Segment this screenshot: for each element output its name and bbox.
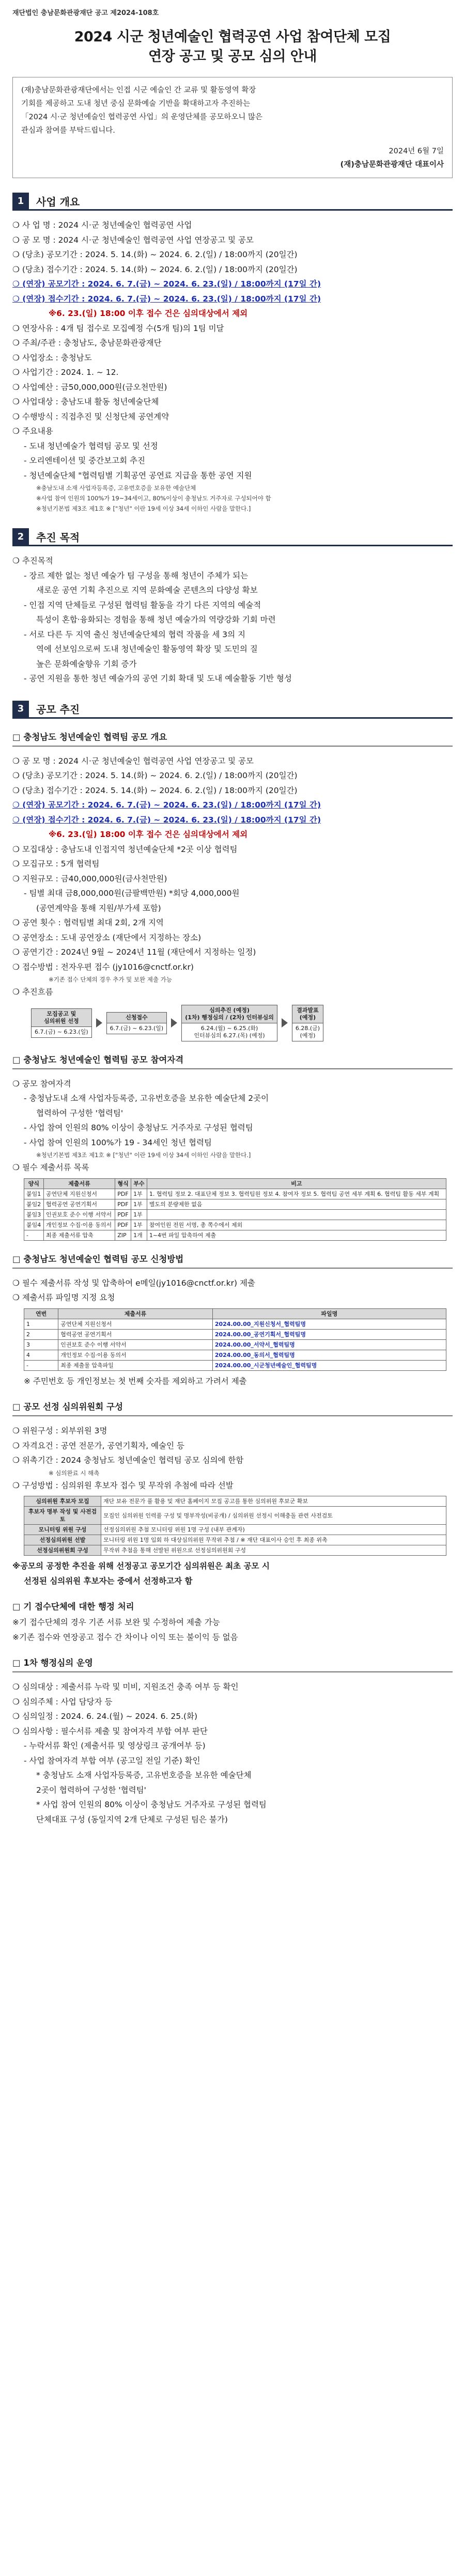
list-item: - 공연 지원을 통한 청년 예술가의 공연 기회 확대 및 도내 예술활동 기반 형성 xyxy=(24,674,292,683)
committee-note-2: 선정된 심의위원 후보자는 중에서 선정하고자 함 xyxy=(24,1576,193,1586)
table-cell: 2024.00.00_서약서_협력팀명 xyxy=(212,1339,446,1350)
intro-text-2: 기회를 제공하고 도내 청년 중심 문화예술 기반을 확대하고자 추진하는 xyxy=(21,100,251,108)
table-cell: 1부 xyxy=(131,1209,147,1220)
table-row xyxy=(24,1209,446,1220)
subsection-title: □ 기 접수단체에 대한 행정 처리 xyxy=(12,1602,134,1611)
committee-note-1: ※공모의 공정한 추진을 위해 선정공고 공모기간 심의위원은 최초 공모 시 xyxy=(12,1561,270,1571)
table-cell: 1부 xyxy=(131,1199,147,1209)
flow-step-date xyxy=(32,1027,91,1037)
list-item: ❍ (당초) 공모기간 : 2024. 5. 14.(화) ~ 2024. 6. 2.(일) / 18:00까지 (20일간) xyxy=(12,250,298,259)
table-cell: 공연단체 지원신청서 xyxy=(43,1189,115,1199)
list-item: ❍ 사업장소 : 충청남도 xyxy=(12,353,92,362)
list-item: - 사업 참여자격 부합 여부 (공고일 전일 기준) 확인 xyxy=(24,1756,200,1765)
table-cell: 2 xyxy=(24,1329,58,1339)
list-item: ※충남도내 소재 사업자등록증, 고유번호증을 보유한 예술단체 xyxy=(36,484,196,492)
list-item: ❍ 지원규모 : 금40,000,000원(금사천만원) xyxy=(12,874,167,883)
section-number: 3 xyxy=(12,701,29,717)
arrow-right-icon xyxy=(282,1018,288,1028)
list-item: - 사업 참여 인원의 80% 이상이 충청남도 거주자로 구성된 협력팀 xyxy=(24,1123,253,1132)
subsection-title: □ 충청남도 청년예술인 협력팀 공모 참여자격 xyxy=(12,1053,453,1069)
arrow-right-icon xyxy=(171,1018,177,1028)
required-docs-table xyxy=(24,1178,446,1241)
table-row xyxy=(24,1319,446,1329)
announcement-number: 재단법인 충남문화관광재단 공고 제2024-108호 xyxy=(12,9,159,17)
list-item: ❍ 사업기간 : 2024. 1. ~ 12. xyxy=(12,368,119,377)
table-row xyxy=(24,1496,446,1507)
table-cell: 개인정보 수집·이용 동의서 xyxy=(43,1220,115,1230)
list-item: ❍ 구성방법 : 심의위원 후보자 접수 및 무작위 추첨에 따라 선발 xyxy=(12,1480,234,1490)
subsection-title: □ 공모 선정 심의위원회 구성 xyxy=(12,1400,453,1416)
list-item: ❍ 주요내용 xyxy=(12,426,53,436)
subsection-2-list xyxy=(12,1077,453,1175)
subsection-1-list xyxy=(12,754,453,1000)
list-item: ❍ 공연장소 : 도내 공연장소 (재단에서 지정하는 장소) xyxy=(12,933,202,942)
list-item: ❍ 모집대상 : 충남도내 인접지역 청년예술단체 *2곳 이상 협력팀 xyxy=(12,844,238,854)
list-item: ❍ 사 업 명 : 2024 시·군 청년예술인 협력공연 사업 xyxy=(12,220,192,230)
list-item: ※사업 참여 인원의 100%가 19~34세이고, 80%이상이 충청남도 거주자로 구성되어야 함 xyxy=(36,495,271,502)
section-label: 추진 목적 xyxy=(36,531,80,544)
intro-text-1: (재)충남문화관광재단에서는 인접 시군 예술인 간 교류 및 활동영역 확장 xyxy=(21,86,256,94)
table-cell: 2024.00.00_동의서_협력팀명 xyxy=(212,1350,446,1360)
list-item: ❍ 공 모 명 : 2024 시·군 청년예술인 협력공연 사업 연장공고 및 공모 xyxy=(12,235,254,245)
table-cell: 3 xyxy=(24,1339,58,1350)
table-row xyxy=(24,1507,446,1525)
list-item: - 오리엔테이션 및 중간보고회 추진 xyxy=(24,456,145,465)
list-item: 특성이 혼합·융화되는 경험을 통해 청년 예술가의 역량강화 기회 마련 xyxy=(36,615,276,624)
flow-step-subtitle: 심의위원 선정 xyxy=(44,1017,79,1024)
table-cell: 모니터링 위원 1명 입회 하 대상심의위원 무작위 추첨 / ※ 재단 대표이사 승인 후 최종 위촉 xyxy=(101,1535,446,1545)
table-row xyxy=(24,1220,446,1230)
table-cell: PDF xyxy=(115,1209,131,1220)
list-item: ※6. 23.(일) 18:00 이후 접수 건은 심의대상에서 제외 xyxy=(49,309,248,318)
table-header-row xyxy=(24,1178,446,1189)
list-item: ❍ 심의일정 : 2024. 6. 24.(월) ~ 2024. 6. 25.(화) xyxy=(12,1712,198,1721)
table-cell: 1부 xyxy=(131,1189,147,1199)
table-cell: 모니터링 위원 구성 xyxy=(24,1525,101,1535)
table-header-cell: 형식 xyxy=(115,1178,131,1189)
flow-step-date xyxy=(182,1023,277,1041)
table-cell: 후보자 명부 작성 및 사전검토 xyxy=(24,1507,101,1525)
list-item: 역에 선보임으로써 도내 청년예술인 활동영역 확장 및 도민의 질 xyxy=(36,644,258,654)
section-header-2 xyxy=(12,528,453,546)
subsection-4-list xyxy=(12,1424,453,1493)
list-item: ❍ 심의사항 : 필수서류 제출 및 참여자격 부합 여부 판단 xyxy=(12,1726,208,1736)
subsection-title: □ 충청남도 청년예술인 협력팀 공모 신청방법 xyxy=(12,1252,453,1269)
table-cell: 4 xyxy=(24,1350,58,1360)
section-number: 1 xyxy=(12,193,29,209)
flow-step xyxy=(31,1008,92,1038)
table-cell: 모집인 심의위원 인력풀 구성 및 명부작성(비공개) / 심의위원 선정시 이해충돌 관련 사전검토 xyxy=(101,1507,446,1525)
flow-step-title: 심의추진 (예정) xyxy=(209,1006,250,1014)
table-cell: 참여인원 전원 서명, 총 쪽수에서 제외 xyxy=(147,1220,446,1230)
table-cell: 붙임2 xyxy=(24,1199,44,1209)
list-item: ※기 접수단체의 경우 기존 서류 보완 및 수정하여 제출 가능 xyxy=(12,1618,220,1627)
flow-step-date-1: 6.24.(월) ~ 6.25.(화) xyxy=(200,1024,258,1032)
list-item: ※기존 접수와 연장공고 접수 간 차이나 이익 또는 불이익 등 없음 xyxy=(12,1632,238,1642)
table-cell: 1부 xyxy=(131,1220,147,1230)
flow-step xyxy=(292,1005,323,1041)
list-item: - 도내 청년예술가 협력팀 공모 및 선정 xyxy=(24,441,158,451)
list-item: ❍ 필수 제출서류 목록 xyxy=(12,1163,89,1172)
list-item: ❍ 공 모 명 : 2024 시·군 청년예술인 협력공연 사업 연장공고 및 공모 xyxy=(12,756,254,766)
list-item: - 서로 다른 두 지역 출신 청년예술단체의 협력 작품을 세 3의 지 xyxy=(24,629,246,639)
intro-org: (재)충남문화관광재단 대표이사 xyxy=(340,161,444,169)
table-header-cell: 연번 xyxy=(24,1308,58,1319)
subsection-title: □ 충청남도 청년예술인 협력팀 공모 개요 xyxy=(12,730,453,747)
title-line-2: 연장 공고 및 공모 심의 안내 xyxy=(148,49,317,65)
flow-step xyxy=(181,1005,277,1041)
list-item: ※ 심의완료 시 해촉 xyxy=(49,1469,100,1477)
table-cell: 붙임4 xyxy=(24,1220,44,1230)
flow-step-title: 결과발표 xyxy=(297,1006,319,1014)
list-item: 단체대표 구성 (동일지역 2개 단체로 구성된 팀은 불가) xyxy=(36,1814,228,1824)
table-row xyxy=(24,1189,446,1199)
table-cell xyxy=(147,1209,446,1220)
list-item: ❍ 연장사유 : 4개 팀 접수로 모집예정 수(5개 팀)의 1팀 미달 xyxy=(12,323,224,333)
section-label: 공모 추진 xyxy=(36,703,80,716)
table-cell: 최종 제출서류 압축 xyxy=(43,1230,115,1240)
table-cell: 붙임3 xyxy=(24,1209,44,1220)
table-row xyxy=(24,1535,446,1545)
list-item: ❍ 심의주체 : 사업 담당자 등 xyxy=(12,1697,113,1706)
list-item: ❍ 심의대상 : 제출서류 누락 및 미비, 지원조건 충족 여부 등 확인 xyxy=(12,1682,239,1692)
table-cell: 인권보호 준수 이행 서약서 xyxy=(43,1209,115,1220)
arrow-right-icon xyxy=(96,1018,102,1028)
filename-table xyxy=(24,1308,446,1371)
table-cell: PDF xyxy=(115,1220,131,1230)
list-item: ❍ (당초) 접수기간 : 2024. 5. 14.(화) ~ 2024. 6. 2.(일) / 18:00까지 (20일간) xyxy=(12,264,298,274)
table-cell: 최종 제출물 압축파일 xyxy=(58,1360,213,1370)
table-cell: 2024.00.00_공연기획서_협력팀명 xyxy=(212,1329,446,1339)
flow-step-date-1: 6.7.(금) ~ 6.23.(일) xyxy=(110,1024,164,1032)
flow-step-date xyxy=(292,1023,323,1041)
table-cell: 2024.00.00_지원신청서_협력팀명 xyxy=(212,1319,446,1329)
table-cell: 공연단체 지원신청서 xyxy=(58,1319,213,1329)
list-item: ❍ 자격요건 : 공연 전문가, 공연기획자, 예술인 등 xyxy=(12,1441,184,1450)
intro-text-4: 관심과 참여를 부탁드립니다. xyxy=(21,127,115,135)
section-header-1 xyxy=(12,193,453,211)
list-item: ❍ 접수방법 : 전자우편 접수 (jy1016@cnctf.or.kr) xyxy=(12,962,194,972)
table-cell: 붙임1 xyxy=(24,1189,44,1199)
list-item: 높은 문화예술향유 기회 증가 xyxy=(36,659,137,669)
list-item: ❍ 사업예산 : 금50,000,000원(금오천만원) xyxy=(12,382,167,392)
table-header-cell: 양식 xyxy=(24,1178,44,1189)
flow-step-date-2: 인터뷰심의 6.27.(목) (예정) xyxy=(194,1032,265,1039)
table-cell: 재단 보유 전문가 풀 활용 및 재단 홈페이지 모집 공고를 통한 심의위원 후보군 확보 xyxy=(101,1496,446,1507)
flow-step-date-2: (예정) xyxy=(300,1032,316,1039)
table-row xyxy=(24,1329,446,1339)
table-row xyxy=(24,1230,446,1240)
flow-step-title: 신청접수 xyxy=(126,1014,148,1021)
flow-step-header xyxy=(292,1005,323,1023)
subsection-3-list xyxy=(12,1276,453,1305)
list-item: ❍ 제출서류 파일명 지정 요청 xyxy=(12,1293,115,1302)
table-header-row xyxy=(24,1308,446,1319)
list-item: ❍ 추진목적 xyxy=(12,556,53,565)
table-row xyxy=(24,1199,446,1209)
list-item: ❍ 추진흐름 xyxy=(12,987,53,997)
table-cell: 1~4번 파일 압축하여 제출 xyxy=(147,1230,446,1240)
flow-step-title: 모집공고 및 xyxy=(47,1010,76,1017)
table-header-cell: 제출서류 xyxy=(58,1308,213,1319)
flow-step-header xyxy=(32,1009,91,1027)
table-cell: 선정심의위원 선발 xyxy=(24,1535,101,1545)
table-cell: 선정심의위원 추첨 모니터링 위원 1명 구성 (내부 관계자) xyxy=(101,1525,446,1535)
list-item: ※청년기본법 제3조 제1호 ※ ["청년" 이란 19세 이상 34세 이하인 사람을 말한다.] xyxy=(36,1151,251,1159)
list-item: ❍ 모집규모 : 5개 협력팀 xyxy=(12,859,100,868)
table-row xyxy=(24,1360,446,1370)
table-cell: - xyxy=(24,1360,58,1370)
flow-step-subtitle: (예정) xyxy=(299,1014,316,1021)
list-item: (공연계약을 통해 지원/부가세 포함) xyxy=(36,903,161,913)
section-1-list xyxy=(12,218,453,514)
flow-step xyxy=(106,1012,167,1034)
flow-step-header xyxy=(107,1013,167,1023)
section-label: 사업 개요 xyxy=(36,195,80,208)
list-item: ❍ 공모 참여자격 xyxy=(12,1079,71,1088)
list-item: ❍ (연장) 공모기간 : 2024. 6. 7.(금) ~ 2024. 6. 23.(일) / 18:00까지 (17일 간) xyxy=(12,800,321,810)
title-line-1: 2024 시군 청년예술인 협력공연 사업 참여단체 모집 xyxy=(74,29,391,45)
intro-date: 2024년 6월 7일 xyxy=(389,147,444,155)
table-cell: 1개 xyxy=(131,1230,147,1240)
list-item: ❍ (당초) 공모기간 : 2024. 5. 14.(화) ~ 2024. 6. 2.(일) / 18:00까지 (20일간) xyxy=(12,771,298,780)
list-item: ※청년기본법 제3조 제1호 ※ ["청년" 이란 19세 이상 34세 이하인 사람을 말한다.] xyxy=(36,505,251,512)
list-item: * 충청남도 소재 사업자등록증, 고유번호증을 보유한 예술단체 xyxy=(36,1771,252,1780)
intro-text-3: 「2024 시·군 청년예술인 협력공연 사업」의 운영단체를 공모하오니 많은 xyxy=(21,113,262,121)
list-item: ❍ 주최/주관 : 충청남도, 충남문화관광재단 xyxy=(12,338,162,347)
list-item: - 인접 지역 단체들로 구성된 협력팀 활동을 각기 다른 지역의 예술적 xyxy=(24,600,261,610)
subsection-title: □ 1차 행정심의 운영 xyxy=(12,1656,453,1672)
table-cell: 무작위 추첨을 통해 선발된 위원으로 선정심의위원회 구성 xyxy=(101,1545,446,1556)
table-header-cell: 부수 xyxy=(131,1178,147,1189)
table-cell: 2024.00.00_시군청년예술인_협력팀명 xyxy=(212,1360,446,1370)
list-item: ※6. 23.(일) 18:00 이후 접수 건은 심의대상에서 제외 xyxy=(49,830,248,839)
subsection-5-list xyxy=(12,1615,453,1645)
list-item: - 충청남도내 소재 사업자등록증, 고유번호증을 보유한 예술단체 2곳이 xyxy=(24,1094,269,1103)
table-cell: 1. 협력팀 정보 2. 대표단체 정보 3. 협력팀원 정보 4. 참여자 정보 5. 협력팀 공연 세부 계획 6. 협력팀 활동 세부 계획 xyxy=(147,1189,446,1199)
list-item: - 누락서류 확인 (제출서류 및 영상링크 공개여부 등) xyxy=(24,1741,206,1750)
table-cell: 협력공연 공연기획서 xyxy=(43,1199,115,1209)
table-cell: PDF xyxy=(115,1199,131,1209)
flow-step-header xyxy=(182,1005,277,1023)
table-cell: 인권보호 준수 이행 서약서 xyxy=(58,1339,213,1350)
table-cell: - xyxy=(24,1230,44,1240)
flow-step-date-1: 6.28.(금) xyxy=(295,1024,320,1032)
table-cell: PDF xyxy=(115,1189,131,1199)
list-item: ❍ (연장) 접수기간 : 2024. 6. 7.(금) ~ 2024. 6. 23.(일) / 18:00까지 (17일 간) xyxy=(12,815,321,825)
list-item: 협력하여 구성한 '협력팀' xyxy=(36,1108,123,1118)
table-header-cell: 파일명 xyxy=(212,1308,446,1319)
list-item: - 팀별 최대 금8,000,000원(금팔백만원) *회당 4,000,000원 xyxy=(24,889,240,898)
list-item: ❍ (당초) 접수기간 : 2024. 5. 14.(화) ~ 2024. 6. 2.(일) / 18:00까지 (20일간) xyxy=(12,785,298,795)
table-row xyxy=(24,1525,446,1535)
list-item: ❍ 수행방식 : 직접추진 및 신청단체 공연계약 xyxy=(12,412,169,421)
section-2-list xyxy=(12,554,453,686)
intro-box xyxy=(12,77,453,178)
table-cell: 별도의 분량제한 없음 xyxy=(147,1199,446,1209)
process-flow xyxy=(31,1005,453,1041)
table-row xyxy=(24,1545,446,1556)
table-header-cell: 비고 xyxy=(147,1178,446,1189)
list-item: ❍ 사업대상 : 충남도내 활동 청년예술단체 xyxy=(12,397,159,406)
privacy-note: ※ 주민번호 등 개인정보는 첫 번째 숫자를 제외하고 가려서 제출 xyxy=(24,1376,247,1386)
table-cell: ZIP xyxy=(115,1230,131,1240)
list-item: ※기존 접수 단체의 경우 추가 및 보완 제출 가능 xyxy=(49,976,172,983)
table-cell: 협력공연 공연기획서 xyxy=(58,1329,213,1339)
section-number: 2 xyxy=(12,528,29,545)
list-item: - 청년예술단체 "협력팀별 기획공연 공연료 지급을 통한 공연 지원 xyxy=(24,470,252,480)
list-item: ❍ (연장) 공모기간 : 2024. 6. 7.(금) ~ 2024. 6. 23.(일) / 18:00까지 (17일 간) xyxy=(12,279,321,289)
committee-note xyxy=(12,1559,453,1588)
list-item: 새로운 공연 기획 추진으로 지역 문화예술 콘텐츠의 다양성 확보 xyxy=(36,586,258,595)
table-cell: 개인정보 수집·이용 동의서 xyxy=(58,1350,213,1360)
table-cell: 1 xyxy=(24,1319,58,1329)
section-header-3 xyxy=(12,701,453,719)
flow-step-subtitle: (1차) 행정심의 / (2차) 인터뷰심의 xyxy=(185,1014,274,1021)
flow-step-date-1: 6.7.(금) ~ 6.23.(일) xyxy=(35,1028,88,1035)
committee-process-table xyxy=(24,1496,446,1556)
page-title xyxy=(12,27,453,67)
table-row xyxy=(24,1339,446,1350)
list-item: - 장르 제한 없는 청년 예술가 팀 구성을 통해 청년이 주체가 되는 xyxy=(24,571,249,580)
table-row xyxy=(24,1350,446,1360)
table-cell: 선정심의위원회 구성 xyxy=(24,1545,101,1556)
list-item: - 사업 참여 인원의 100%가 19 - 34세인 청년 협력팀 xyxy=(24,1137,212,1147)
list-item: ❍ 위원구성 : 외부위원 3명 xyxy=(12,1426,107,1435)
flow-step-date xyxy=(107,1023,167,1034)
list-item: ❍ 공연 횟수 : 협력팀별 최대 2회, 2개 지역 xyxy=(12,918,164,927)
list-item: * 사업 참여 인원의 80% 이상이 충청남도 거주자로 구성된 협력팀 xyxy=(36,1800,267,1809)
list-item: ❍ (연장) 접수기간 : 2024. 6. 7.(금) ~ 2024. 6. 23.(일) / 18:00까지 (17일 간) xyxy=(12,294,321,304)
list-item: ❍ 위촉기간 : 2024 충청남도 청년예술인 협력팀 공모 심의에 한함 xyxy=(12,1456,244,1465)
table-header-cell: 제출서류 xyxy=(43,1178,115,1189)
list-item: ❍ 필수 제출서류 작성 및 압축하여 e메일(jy1016@cnctf.or.kr) 제출 xyxy=(12,1278,255,1288)
list-item: 2곳이 협력하여 구성한 '협력팀' xyxy=(36,1785,146,1795)
table-cell: 심의위원 후보자 모집 xyxy=(24,1496,101,1507)
list-item: ❍ 공연기간 : 2024년 9월 ~ 2024년 11월 (재단에서 지정하는 일정) xyxy=(12,947,256,957)
subsection-6-list xyxy=(12,1680,453,1827)
